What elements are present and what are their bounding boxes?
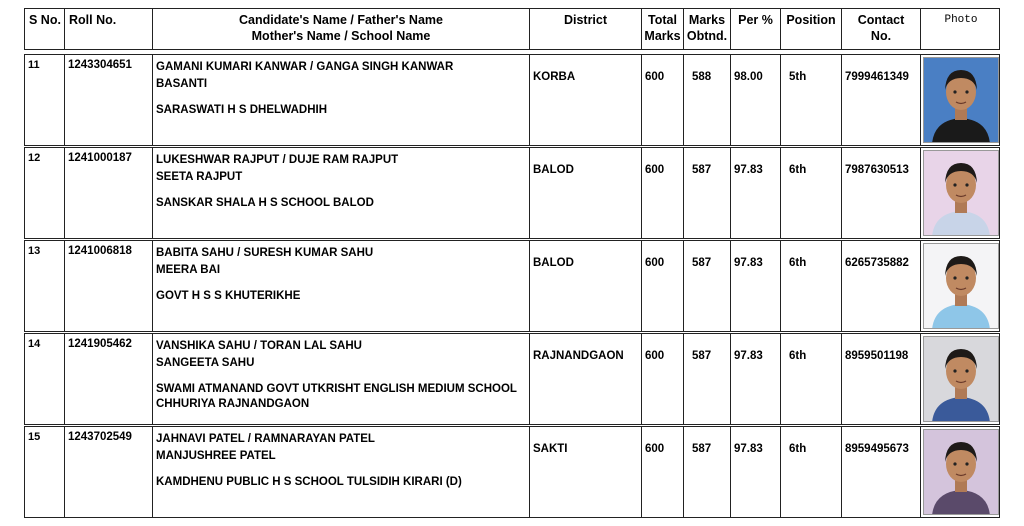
student-photo [923, 336, 999, 422]
header-total [642, 9, 684, 49]
cell-total: 600 [642, 427, 684, 517]
cell-roll: 1243702549 [65, 427, 153, 517]
cell-total: 600 [642, 241, 684, 331]
cell-name [153, 334, 530, 424]
cell-name [153, 241, 530, 331]
header-contact [842, 9, 921, 49]
school-name: KAMDHENU PUBLIC H S SCHOOL TULSIDIH KIRARI (D) [156, 476, 462, 488]
table-row [24, 333, 1000, 425]
cell-photo [921, 334, 1001, 424]
cell-roll: 1241905462 [65, 334, 153, 424]
header-position: Position [781, 9, 842, 49]
cell-contact: 7987630513 [842, 148, 921, 238]
cell-position: 6th [781, 241, 842, 331]
student-photo [923, 57, 999, 143]
cell-sno: 13 [25, 241, 65, 331]
student-photo [923, 150, 999, 236]
cell-obtained: 587 [684, 427, 731, 517]
cell-position: 5th [781, 55, 842, 145]
cell-photo [921, 55, 1001, 145]
header-photo: Photo [944, 14, 978, 26]
cell-sno: 11 [25, 55, 65, 145]
header-total-line2: Marks [644, 29, 681, 43]
header-obtained [684, 9, 731, 49]
cell-roll: 1243304651 [65, 55, 153, 145]
student-photo [923, 429, 999, 515]
cell-total: 600 [642, 334, 684, 424]
cell-district: KORBA [530, 55, 642, 145]
school-name: SARASWATI H S DHELWADHIH [156, 104, 328, 116]
header-obtained-line2: Obtnd. [686, 29, 728, 43]
cell-photo [921, 148, 1001, 238]
candidate-father-name: GAMANI KUMARI KANWAR / GANGA SINGH KANWAR [156, 61, 454, 73]
header-obtained-line1: Marks [688, 13, 726, 27]
cell-district: SAKTI [530, 427, 642, 517]
student-portrait-icon [924, 58, 998, 143]
cell-obtained: 587 [684, 148, 731, 238]
mother-name: BASANTI [156, 78, 208, 90]
table-row [24, 147, 1000, 239]
cell-contact: 6265735882 [842, 241, 921, 331]
header-name-line2: Mother's Name / School Name [251, 29, 431, 43]
cell-name [153, 148, 530, 238]
table-row [24, 426, 1000, 518]
header-contact-line2: No. [870, 29, 892, 43]
header-name [153, 9, 530, 49]
cell-name [153, 427, 530, 517]
student-portrait-icon [924, 430, 998, 515]
cell-percent: 98.00 [731, 55, 781, 145]
cell-total: 600 [642, 55, 684, 145]
cell-percent: 97.83 [731, 148, 781, 238]
mother-name: MEERA BAI [156, 264, 221, 276]
cell-sno: 14 [25, 334, 65, 424]
cell-position: 6th [781, 148, 842, 238]
candidate-father-name: LUKESHWAR RAJPUT / DUJE RAM RAJPUT [156, 154, 399, 166]
student-portrait-icon [924, 151, 998, 236]
student-portrait-icon [924, 337, 998, 422]
mother-name: SEETA RAJPUT [156, 171, 243, 183]
cell-sno: 12 [25, 148, 65, 238]
header-name-line1: Candidate's Name / Father's Name [239, 13, 443, 27]
cell-district: BALOD [530, 148, 642, 238]
cell-total: 600 [642, 148, 684, 238]
header-percent: Per % [731, 9, 781, 49]
cell-photo [921, 241, 1001, 331]
school-name: SANSKAR SHALA H S SCHOOL BALOD [156, 197, 374, 209]
candidate-father-name: VANSHIKA SAHU / TORAN LAL SAHU [156, 340, 362, 352]
header-contact-line1: Contact [857, 13, 905, 27]
cell-obtained: 587 [684, 241, 731, 331]
header-district: District [530, 9, 642, 49]
cell-roll: 1241006818 [65, 241, 153, 331]
cell-photo [921, 427, 1001, 517]
cell-percent: 97.83 [731, 241, 781, 331]
cell-contact: 8959495673 [842, 427, 921, 517]
table-row [24, 54, 1000, 146]
cell-obtained: 588 [684, 55, 731, 145]
school-name: SWAMI ATMANAND GOVT UTKRISHT ENGLISH MEDIUM SCHOOL CHHURIYA RAJNANDGAON [156, 383, 517, 410]
student-portrait-icon [924, 244, 998, 329]
student-photo [923, 243, 999, 329]
header-roll: Roll No. [65, 9, 153, 49]
table-row [24, 240, 1000, 332]
cell-name [153, 55, 530, 145]
candidate-father-name: JAHNAVI PATEL / RAMNARAYAN PATEL [156, 433, 375, 445]
cell-contact: 8959501198 [842, 334, 921, 424]
cell-position: 6th [781, 334, 842, 424]
cell-roll: 1241000187 [65, 148, 153, 238]
cell-obtained: 587 [684, 334, 731, 424]
header-sno: S No. [25, 9, 65, 49]
cell-contact: 7999461349 [842, 55, 921, 145]
header-total-line1: Total [648, 13, 677, 27]
cell-district: BALOD [530, 241, 642, 331]
cell-position: 6th [781, 427, 842, 517]
candidate-father-name: BABITA SAHU / SURESH KUMAR SAHU [156, 247, 374, 259]
mother-name: MANJUSHREE PATEL [156, 450, 276, 462]
cell-percent: 97.83 [731, 334, 781, 424]
cell-sno: 15 [25, 427, 65, 517]
school-name: GOVT H S S KHUTERIKHE [156, 290, 301, 302]
cell-percent: 97.83 [731, 427, 781, 517]
table-header [24, 8, 1000, 50]
cell-district: RAJNANDGAON [530, 334, 642, 424]
mother-name: SANGEETA SAHU [156, 357, 255, 369]
